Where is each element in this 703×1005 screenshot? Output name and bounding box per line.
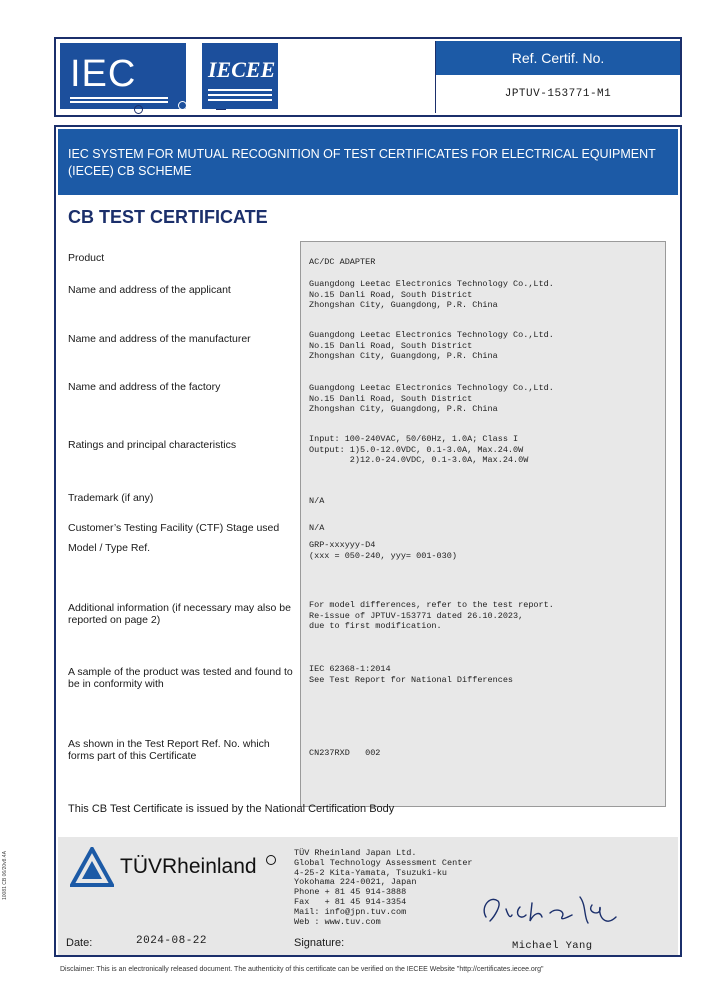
label-manufacturer: Name and address of the manufacturer	[68, 333, 251, 345]
iecee-logo	[202, 43, 278, 109]
date-value: 2024-08-22	[136, 935, 208, 947]
banner-line-1: IEC SYSTEM FOR MUTUAL RECOGNITION OF TEST CERTIFICATES FOR ELECTRICAL EQUIPMENT	[68, 147, 656, 161]
field-values-panel	[300, 241, 666, 807]
value-factory: Guangdong Leetac Electronics Technology Co.,Ltd. No.15 Danli Road, South District Zhongshan City, Guangdong, P.R. China	[309, 383, 554, 415]
iec-logo-lines	[70, 97, 168, 99]
label-ctf-stage: Customer’s Testing Facility (CTF) Stage used	[68, 522, 280, 534]
disclaimer: Disclaimer: This is an electronically released document. The authenticity of this certificate can be verified on the IECEE Website "http://certificates.iecee.org"	[60, 966, 544, 973]
ref-number: JPTUV-153771-M1	[504, 88, 612, 100]
banner-line-2: (IECEE) CB SCHEME	[68, 164, 192, 178]
signature-label: Signature:	[294, 937, 345, 949]
label-test-report: As shown in the Test Report Ref. No. which forms part of this Certificate	[68, 738, 270, 762]
trademark-icon	[216, 109, 226, 110]
label-trademark: Trademark (if any)	[68, 492, 154, 504]
value-applicant: Guangdong Leetac Electronics Technology Co.,Ltd. No.15 Danli Road, South District Zhongshan City, Guangdong, P.R. China	[309, 279, 554, 311]
scheme-banner	[58, 129, 678, 195]
tuv-brand: TÜVRheinland	[120, 855, 257, 878]
iec-logo-text: IEC	[70, 53, 137, 95]
registered-icon	[266, 855, 276, 865]
iecee-logo-text: IECEE	[208, 57, 276, 82]
value-ratings: Input: 100-240VAC, 50/60Hz, 1.0A; Class I Output: 1)5.0-12.0VDC, 0.1-3.0A, Max.24.0W 2)12.0-24.0VDC, 0.1-3.0A, Max.24.0W	[309, 434, 529, 466]
value-test-report: CN237RXD 002	[309, 748, 381, 758]
signatory-name: Michael Yang	[512, 940, 593, 952]
registered-mark-icon	[134, 105, 143, 114]
label-product: Product	[68, 252, 105, 264]
label-applicant: Name and address of the applicant	[68, 284, 231, 296]
label-conformity: A sample of the product was tested and found to be in conformity with	[68, 666, 293, 690]
iec-logo	[60, 43, 186, 109]
ncb-address: TÜV Rheinland Japan Ltd. Global Technology Assessment Center 4-25-2 Kita-Yamata, Tsuzuki-ku Yokohama 224-0021, Japan Phone + 81 45 914-3888 Fax + 81 45 914-3354 Mail: info@jpn.tuv.com Web : www.tuv.com	[294, 848, 473, 927]
date-label: Date:	[66, 937, 93, 949]
value-model: GRP-xxxyyy-D4 (xxx = 050-240, yyy= 001-030)	[309, 540, 457, 561]
side-form-code: 10081 CB 06/20v8.4A	[2, 851, 8, 900]
certificate-title: CB TEST CERTIFICATE	[68, 207, 268, 227]
value-additional-info: For model differences, refer to the test report. Re-issue of JPTUV-153771 dated 26.10.2023, due to first modification.	[309, 600, 554, 632]
label-additional-info: Additional information (if necessary may also be reported on page 2)	[68, 602, 291, 626]
registered-icon	[178, 101, 187, 110]
certificate-header	[54, 37, 682, 117]
value-product: AC/DC ADAPTER	[309, 257, 376, 267]
value-ctf-stage: N/A	[309, 523, 325, 533]
logo-area	[56, 39, 436, 115]
issued-statement: This CB Test Certificate is issued by the National Certification Body	[68, 803, 395, 815]
label-factory: Name and address of the factory	[68, 381, 221, 393]
certification-body-panel	[58, 837, 678, 955]
reference-box	[435, 41, 680, 113]
tuv-triangle-icon	[70, 847, 114, 887]
label-ratings: Ratings and principal characteristics	[68, 439, 237, 451]
ref-title: Ref. Certif. No.	[436, 41, 680, 75]
label-model: Model / Type Ref.	[68, 542, 151, 554]
iecee-logo-lines	[208, 89, 272, 91]
value-trademark: N/A	[309, 496, 325, 506]
certificate-body	[54, 125, 682, 957]
value-conformity: IEC 62368-1:2014 See Test Report for National Differences	[309, 664, 514, 685]
value-manufacturer: Guangdong Leetac Electronics Technology Co.,Ltd. No.15 Danli Road, South District Zhongshan City, Guangdong, P.R. China	[309, 330, 554, 362]
handwritten-signature	[476, 887, 626, 935]
